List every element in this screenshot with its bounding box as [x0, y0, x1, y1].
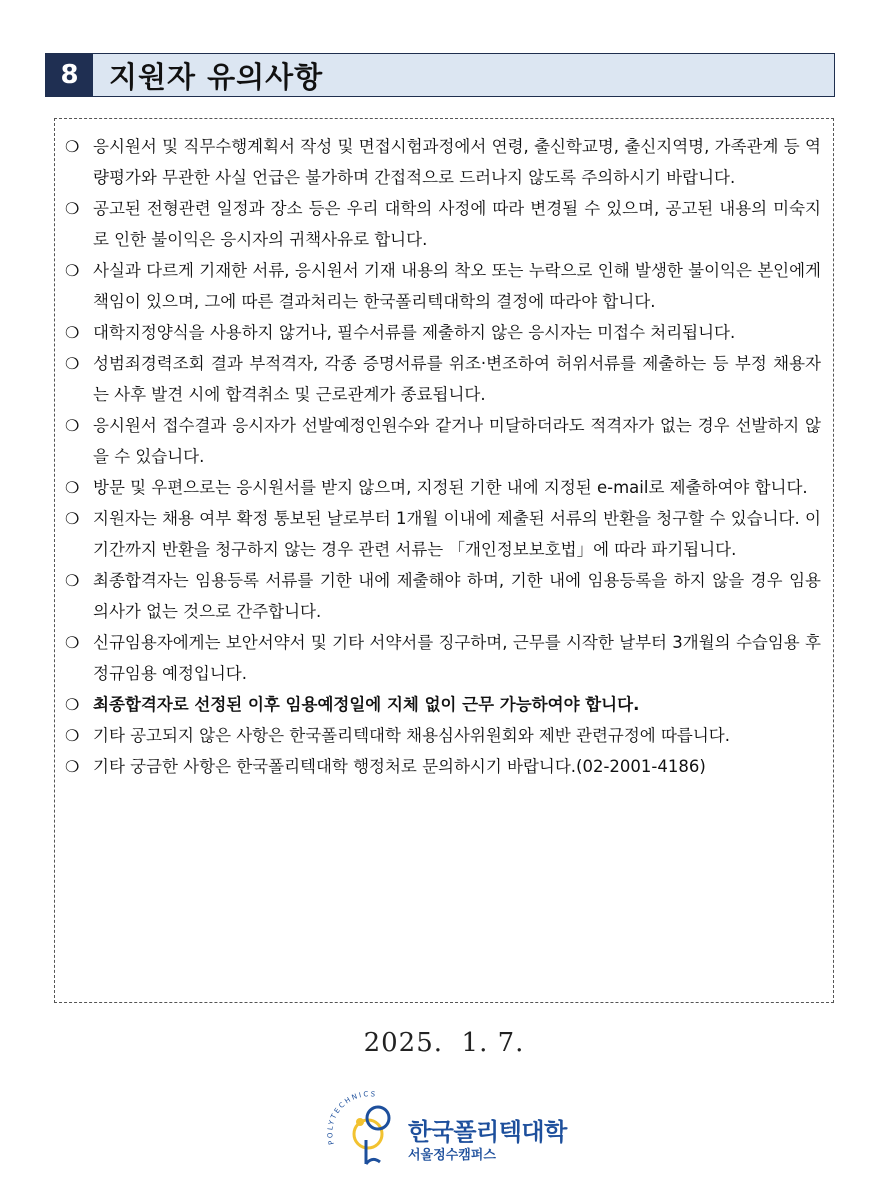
- bullet-icon: ❍: [65, 323, 80, 342]
- polytechnics-logo-icon: [320, 1082, 412, 1172]
- notice-text: 신규임용자에게는 보안서약서 및 기타 서약서를 징구하며, 근무를 시작한 날부터 3개월의 수습임용 후 정규임용 예정입니다.: [93, 633, 821, 683]
- document-date: 2025. 1. 7.: [363, 1028, 525, 1058]
- bullet-icon: ❍: [65, 633, 80, 652]
- notice-text: 응시원서 접수결과 응시자가 선발예정인원수와 같거나 미달하더라도 적격자가 없는 경우 선발하지 않을 수 있습니다.: [93, 416, 821, 466]
- notice-item: [65, 131, 823, 193]
- notice-item: [65, 410, 823, 472]
- bullet-icon: ❍: [65, 478, 80, 497]
- notice-text: 최종합격자로 선정된 이후 임용예정일에 지체 없이 근무 가능하여야 합니다.: [93, 695, 640, 714]
- section-number: 8: [46, 54, 93, 96]
- notice-item: [65, 317, 823, 348]
- logo-name: 한국폴리텍대학: [408, 1118, 567, 1146]
- notice-text: 기타 궁금한 사항은 한국폴리텍대학 행정처로 문의하시기 바랍니다.(02-2001-4186): [93, 757, 706, 776]
- notice-item: [65, 565, 823, 627]
- notice-item: [65, 348, 823, 410]
- notice-item: [65, 255, 823, 317]
- bullet-icon: ❍: [65, 354, 80, 373]
- notice-item: [65, 627, 823, 689]
- notice-box: [54, 118, 834, 1003]
- institution-logo: [320, 1082, 570, 1172]
- notice-text: 대학지정양식을 사용하지 않거나, 필수서류를 제출하지 않은 응시자는 미접수 처리됩니다.: [93, 323, 736, 342]
- section-header: [45, 53, 835, 97]
- notice-text: 방문 및 우편으로는 응시원서를 받지 않으며, 지정된 기한 내에 지정된 e-mail로 제출하여야 합니다.: [93, 478, 808, 497]
- notice-item: [65, 193, 823, 255]
- bullet-icon: ❍: [65, 137, 80, 156]
- bullet-icon: ❍: [65, 757, 80, 776]
- notice-list: [65, 131, 823, 782]
- svg-text:POLYTECHNICS: [326, 1090, 377, 1145]
- notice-item: [65, 720, 823, 751]
- notice-text: 응시원서 및 직무수행계획서 작성 및 면접시험과정에서 연령, 출신학교명, 출신지역명, 가족관계 등 역량평가와 무관한 사실 언급은 불가하며 간접적으로 드러나지 않도록 주의하시기 바랍니다.: [93, 137, 821, 187]
- notice-text: 지원자는 채용 여부 확정 통보된 날로부터 1개월 이내에 제출된 서류의 반환을 청구할 수 있습니다. 이 기간까지 반환을 청구하지 않는 경우 관련 서류는 「개인정보보호법」에 따라 파기됩니다.: [93, 509, 821, 559]
- bullet-icon: ❍: [65, 571, 80, 590]
- logo-campus: 서울정수캠퍼스: [408, 1148, 496, 1163]
- notice-text: 기타 공고되지 않은 사항은 한국폴리텍대학 채용심사위원회와 제반 관련규정에 따릅니다.: [93, 726, 730, 745]
- bullet-icon: ❍: [65, 261, 80, 280]
- notice-text: 공고된 전형관련 일정과 장소 등은 우리 대학의 사정에 따라 변경될 수 있으며, 공고된 내용의 미숙지로 인한 불이익은 응시자의 귀책사유로 합니다.: [93, 199, 821, 249]
- logo-arc-text: POLYTECHNICS: [326, 1090, 378, 1146]
- section-title: 지원자 유의사항: [109, 59, 324, 94]
- notice-text: 사실과 다르게 기재한 서류, 응시원서 기재 내용의 착오 또는 누락으로 인해 발생한 불이익은 본인에게 책임이 있으며, 그에 따른 결과처리는 한국폴리텍대학의 결정에 따라야 합니다.: [93, 261, 821, 311]
- notice-item: [65, 689, 823, 720]
- notice-item: [65, 503, 823, 565]
- bullet-icon: ❍: [65, 416, 80, 435]
- notice-item: [65, 472, 823, 503]
- bullet-icon: ❍: [65, 695, 80, 714]
- notice-text: 성범죄경력조회 결과 부적격자, 각종 증명서류를 위조·변조하여 허위서류를 제출하는 등 부정 채용자는 사후 발견 시에 합격취소 및 근로관계가 종료됩니다.: [93, 354, 821, 404]
- notice-text: 최종합격자는 임용등록 서류를 기한 내에 제출해야 하며, 기한 내에 임용등록을 하지 않을 경우 임용 의사가 없는 것으로 간주합니다.: [93, 571, 821, 621]
- bullet-icon: ❍: [65, 509, 80, 528]
- notice-item: [65, 751, 823, 782]
- bullet-icon: ❍: [65, 726, 80, 745]
- bullet-icon: ❍: [65, 199, 80, 218]
